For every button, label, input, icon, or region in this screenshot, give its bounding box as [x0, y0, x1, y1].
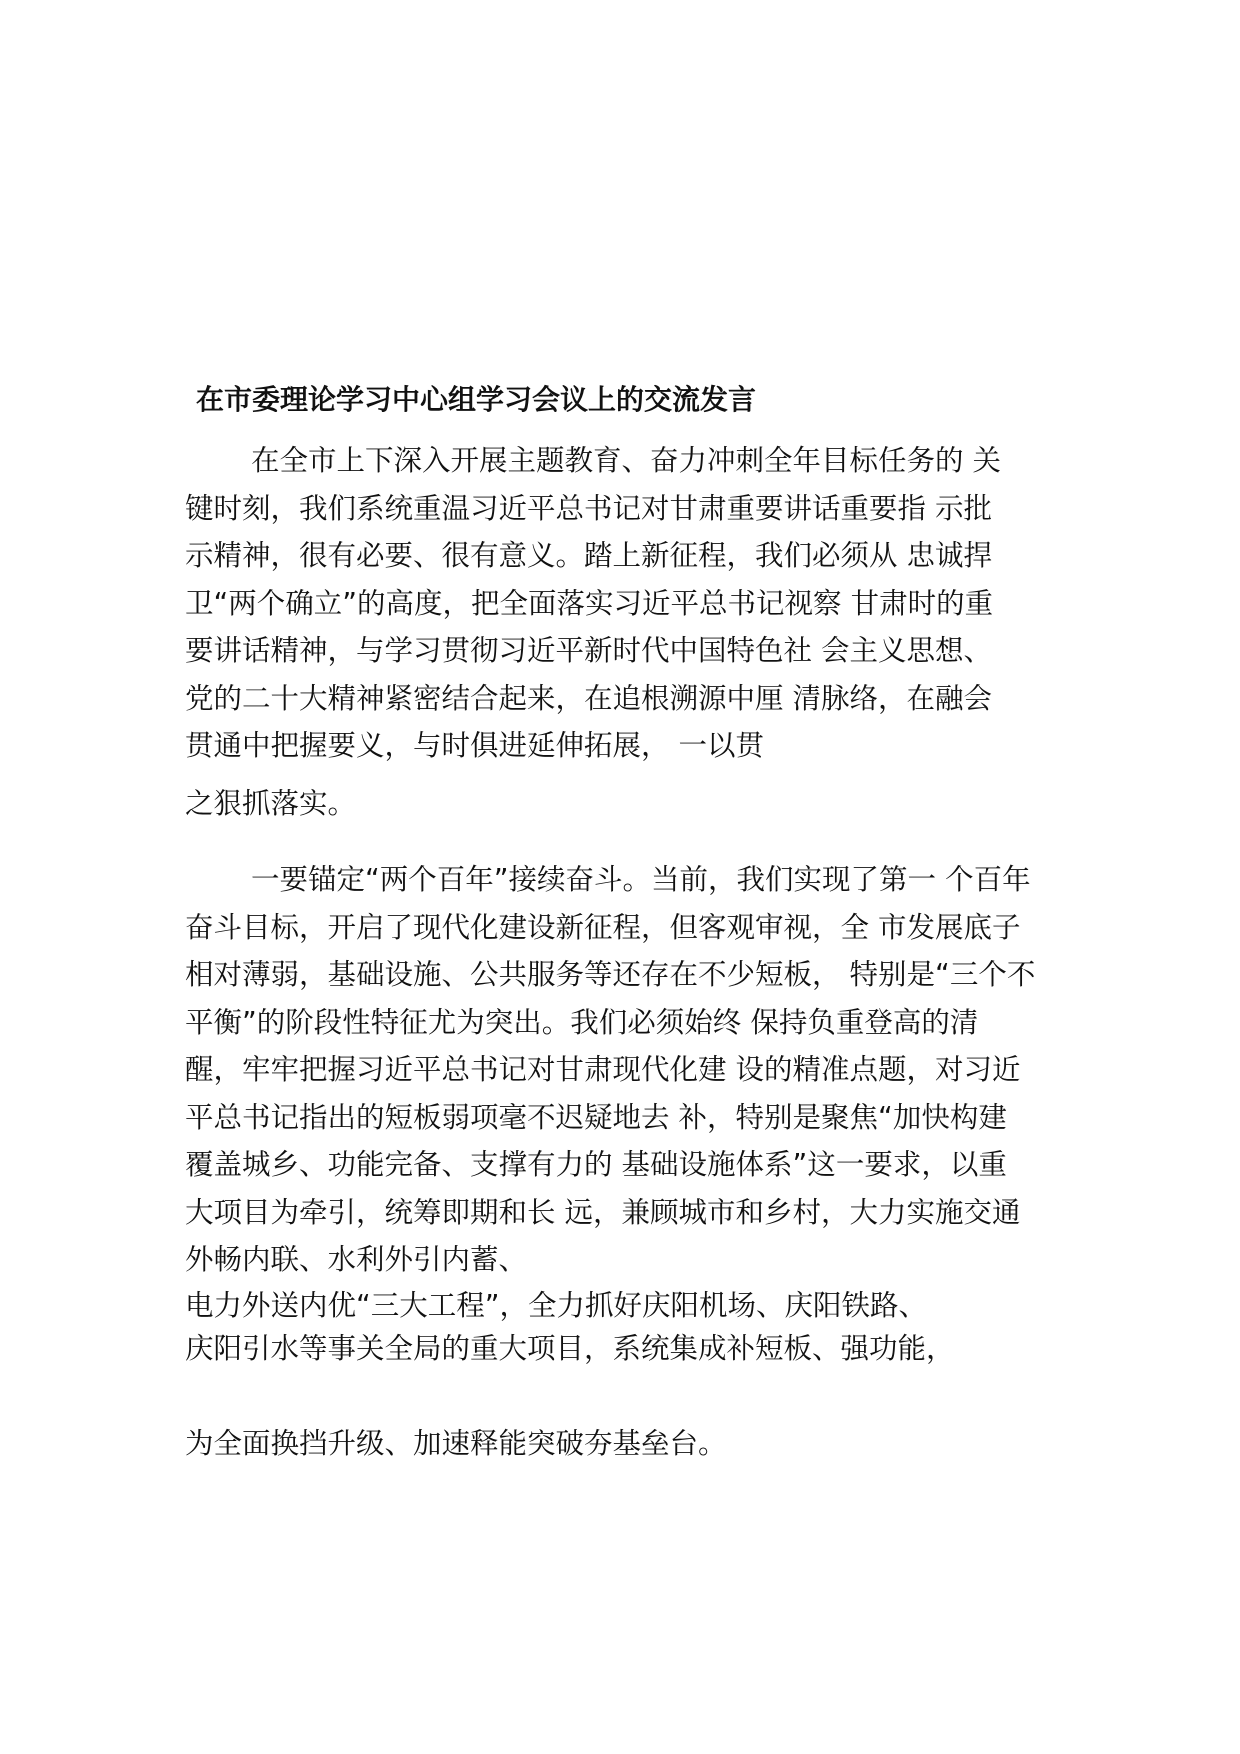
document-title: 在市委理论学习中心组学习会议上的交流发言: [196, 383, 757, 416]
text-line: 要讲话精神，与学习贯彻习近平新时代中国特色社 会主义思想、: [185, 634, 993, 667]
paragraph-1-tail: [185, 780, 356, 828]
text-line: 醒，牢牢把握习近平总书记对甘肃现代化建 设的精准点题，对习近: [185, 1053, 1021, 1086]
text-line: 平总书记指出的短板弱项毫不迟疑地去 补，特别是聚焦“加快构建: [185, 1100, 1007, 1134]
text-line: 大项目为牵引，统筹即期和长 远，兼顾城市和乡村，大力实施交通: [185, 1195, 1021, 1229]
text-line: 之狠抓落实。: [185, 787, 357, 820]
text-line: 覆盖城乡、功能完备、支撑有力的 基础设施体系”这一要求，以重: [185, 1148, 1007, 1181]
paragraph-2: [185, 856, 1035, 1284]
text-line: 电力外送内优“三大工程”，全力抓好庆阳机场、庆阳铁路、: [185, 1289, 928, 1322]
text-line: 示精神，很有必要、很有意义。踏上新征程，我们必须从 忠诚捍: [185, 539, 993, 572]
text-line: 在全市上下深入开展主题教育、奋力冲刺全年目标任务的 关: [251, 444, 1002, 477]
paragraph-3-line-1: [185, 1282, 927, 1330]
text-line: 庆阳引水等事关全局的重大项目，系统集成补短板、强功能，: [185, 1332, 955, 1365]
text-line: 党的二十大精神紧密结合起来，在追根溯源中厘 清脉络，在融会: [185, 681, 993, 715]
text-line: 为全面换挡升级、加速释能突破夯基垒台。: [185, 1427, 727, 1460]
paragraph-3-tail: [185, 1420, 727, 1468]
text-line: 外畅内联、水利外引内蓄、: [185, 1243, 528, 1276]
paragraph-1: [185, 437, 1001, 770]
text-line: 卫“两个确立”的高度，把全面落实习近平总书记视察 甘肃时的重: [185, 586, 994, 620]
text-line: 平衡”的阶段性特征尤为突出。我们必须始终 保持负重登高的清: [185, 1005, 979, 1039]
text-line: 一要锚定“两个百年”接续奋斗。当前，我们实现了第一 个百年: [251, 863, 1031, 896]
text-line: 奋斗目标，开启了现代化建设新征程，但客观审视，全 市发展底子: [185, 910, 1021, 944]
text-line: 键时刻，我们系统重温习近平总书记对甘肃重要讲话重要指 示批: [185, 491, 993, 525]
paragraph-3-line-2: [185, 1325, 955, 1373]
text-line: 贯通中把握要义，与时俱进延伸拓展， 一以贯: [185, 729, 765, 762]
text-line: 相对薄弱，基础设施、公共服务等还存在不少短板， 特别是“三个不: [185, 958, 1036, 991]
